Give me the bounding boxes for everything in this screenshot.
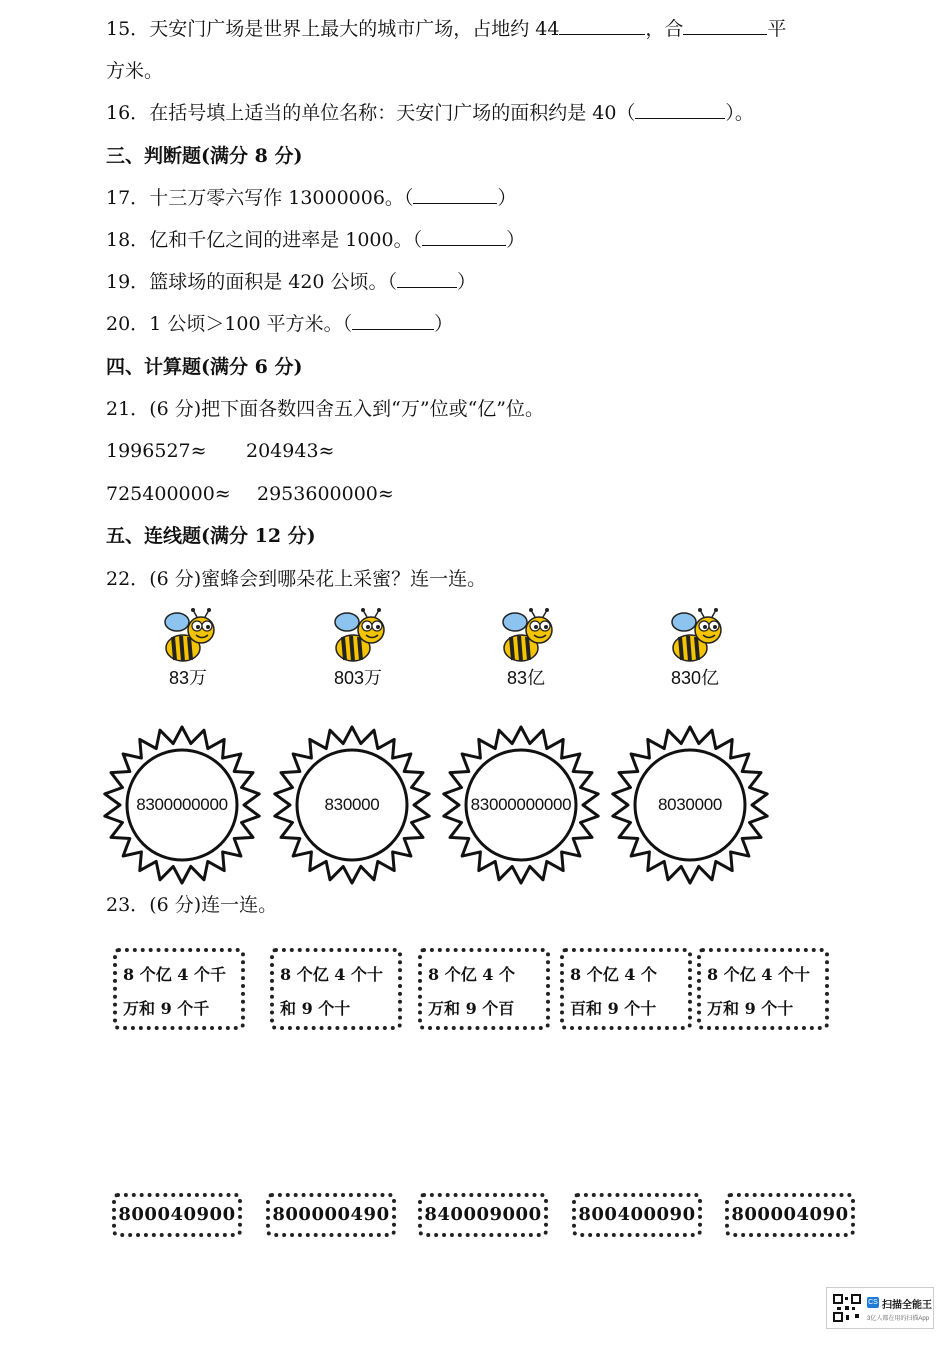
card-line: 8 个亿 4 个 (570, 965, 657, 984)
question-text: ） (497, 187, 517, 209)
question-22 (106, 566, 486, 592)
question-number: 21． (106, 398, 150, 420)
question-text: (6 分)连一连。 (149, 894, 278, 916)
question-text: ）。 (725, 102, 754, 124)
calc-item: 2953600000≈ (257, 483, 394, 505)
description-card[interactable] (418, 948, 550, 1030)
bee-icon (323, 608, 393, 668)
answer-blank[interactable] (635, 100, 725, 119)
bee-label: 83万 (168, 668, 208, 688)
number-card[interactable]: 800400090 (572, 1193, 702, 1237)
question-21 (106, 396, 544, 422)
scanner-logo: CS (868, 1299, 878, 1306)
answer-blank[interactable] (397, 269, 457, 288)
card-line: 和 9 个十 (280, 999, 351, 1018)
question-text: ） (506, 229, 526, 251)
bee-icon (153, 608, 223, 668)
question-15-continued (106, 58, 163, 84)
question-text: (6 分)把下面各数四舍五入到“万”位或“亿”位。 (149, 398, 544, 420)
calc-item: 204943≈ (246, 440, 335, 462)
bee-label: 803万 (333, 668, 383, 688)
question-number: 17． (106, 187, 150, 209)
number-card[interactable]: 800040900 (112, 1193, 242, 1237)
number-card[interactable]: 800000490 (266, 1193, 396, 1237)
description-card[interactable] (697, 948, 829, 1030)
flower-item[interactable] (272, 725, 432, 885)
description-card[interactable] (560, 948, 692, 1030)
answer-blank[interactable] (422, 227, 506, 246)
question-text: 方米。 (106, 60, 164, 82)
section-title: 五、连线题(满分 12 分) (106, 525, 316, 547)
bee-item[interactable] (313, 608, 403, 688)
bee-icon (491, 608, 561, 668)
question-23 (106, 892, 277, 918)
flower-label: 8300000000 (136, 795, 228, 814)
question-17 (106, 185, 516, 211)
card-line: 万和 9 个十 (707, 999, 794, 1018)
question-text: 平 (767, 18, 787, 40)
card-line: 8 个亿 4 个千 (123, 965, 226, 984)
watermark-title: 扫描全能王 (882, 1300, 932, 1311)
section-title: 四、计算题(满分 6 分) (106, 356, 303, 378)
question-text: ，合 (645, 18, 684, 40)
question-number: 23． (106, 894, 150, 916)
bee-item[interactable] (650, 608, 740, 688)
answer-blank[interactable] (559, 16, 645, 35)
number-card[interactable]: 840009000 (418, 1193, 548, 1237)
card-line: 百和 9 个十 (570, 999, 657, 1018)
question-number: 22． (106, 568, 150, 590)
question-number: 16． (106, 102, 150, 124)
calc-row (106, 481, 394, 507)
flower-item[interactable] (610, 725, 770, 885)
flower-label: 83000000000 (470, 795, 572, 814)
description-card[interactable] (113, 948, 245, 1030)
question-text: 在括号填上适当的单位名称：天安门广场的面积约是 40（ (149, 102, 636, 124)
bee-item[interactable] (481, 608, 571, 688)
flower-label: 8030000 (657, 795, 723, 814)
question-19 (106, 269, 476, 295)
watermark-subtitle: 3亿人都在用的扫描App (867, 1316, 930, 1322)
question-text: ） (457, 271, 477, 293)
question-20 (106, 311, 453, 337)
calc-item: 1996527≈ (106, 440, 207, 462)
flower-label: 830000 (324, 795, 380, 814)
question-text: 篮球场的面积是 420 公顷。（ (149, 271, 398, 293)
question-number: 19． (106, 271, 150, 293)
question-text: 天安门广场是世界上最大的城市广场，占地约 44 (149, 18, 560, 40)
card-line: 万和 9 个百 (428, 999, 515, 1018)
flower-item[interactable] (102, 725, 262, 885)
number-card[interactable]: 800004090 (725, 1193, 855, 1237)
question-text: ） (434, 313, 454, 335)
scanner-watermark (826, 1287, 934, 1329)
question-15 (106, 16, 786, 42)
bee-item[interactable] (143, 608, 233, 688)
section-title: 三、判断题(满分 8 分) (106, 145, 303, 167)
description-card[interactable] (270, 948, 402, 1030)
question-text: 十三万零六写作 13000006。（ (149, 187, 414, 209)
answer-blank[interactable] (683, 16, 767, 35)
question-number: 15． (106, 18, 150, 40)
card-line: 8 个亿 4 个十 (280, 965, 383, 984)
question-text: 1 公顷＞100 平方米。（ (149, 313, 353, 335)
card-line: 8 个亿 4 个十 (707, 965, 810, 984)
qr-code-icon (833, 1294, 861, 1322)
card-line: 万和 9 个千 (123, 999, 210, 1018)
question-text: 亿和千亿之间的进率是 1000。（ (149, 229, 423, 251)
question-text: (6 分)蜜蜂会到哪朵花上采蜜？连一连。 (149, 568, 487, 590)
bee-icon (660, 608, 730, 668)
calc-item: 725400000≈ (106, 483, 231, 505)
bee-label: 83亿 (506, 668, 546, 688)
answer-blank[interactable] (413, 185, 497, 204)
question-number: 18． (106, 229, 150, 251)
calc-row (106, 438, 334, 464)
card-line: 8 个亿 4 个 (428, 965, 515, 984)
question-18 (106, 227, 525, 253)
answer-blank[interactable] (352, 311, 434, 330)
question-16 (106, 100, 754, 126)
bee-label: 830亿 (670, 668, 720, 688)
flower-item[interactable] (441, 725, 601, 885)
question-number: 20． (106, 313, 150, 335)
